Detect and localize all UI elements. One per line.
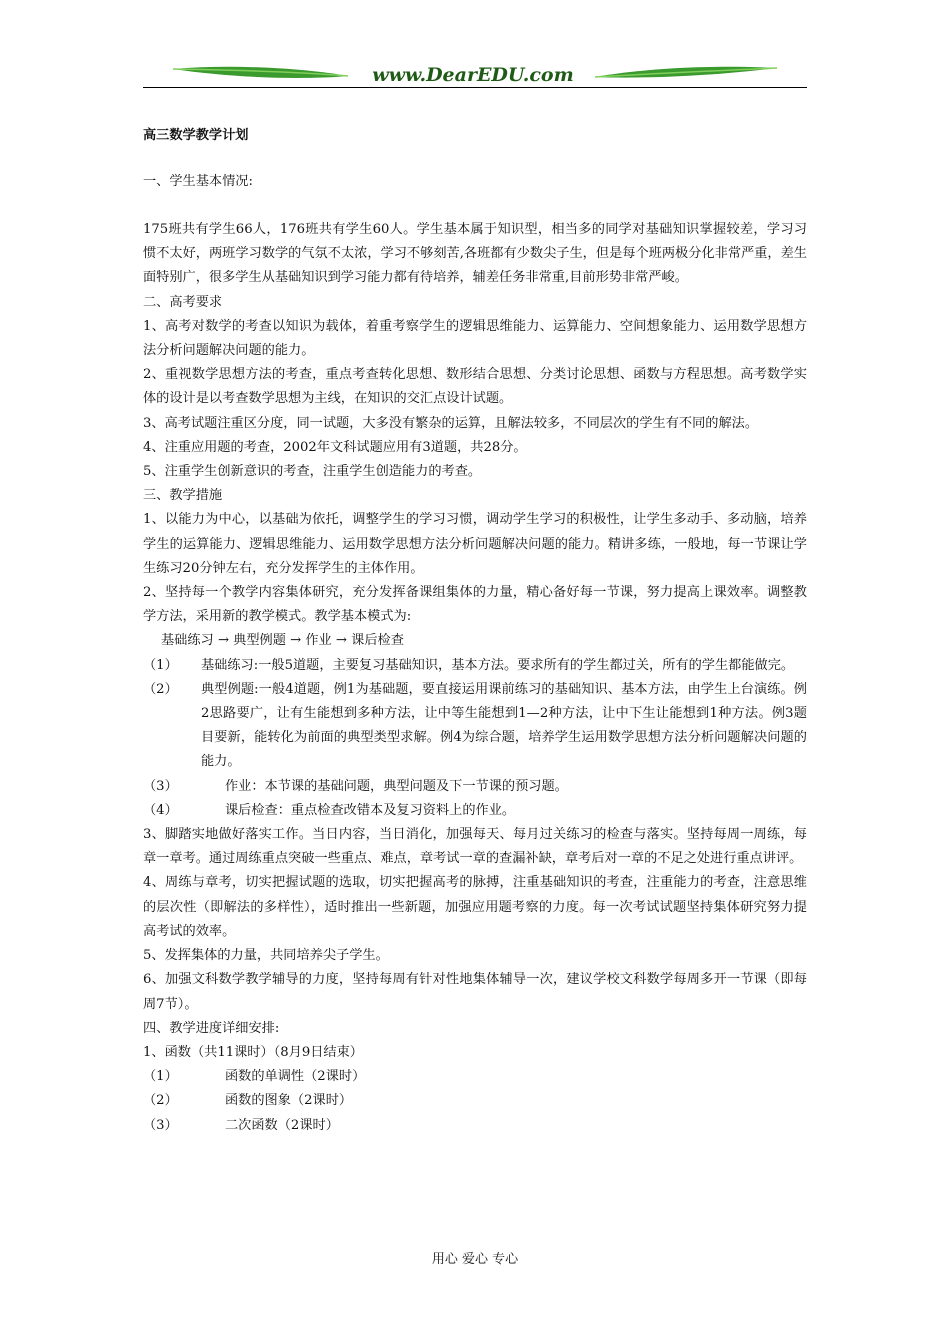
teaching-model-flow: 基础练习 → 典型例题 → 作业 → 课后检查 (161, 633, 404, 649)
section-heading-1: 一、学生基本情况: (143, 174, 253, 189)
step-number: （3） (143, 778, 178, 794)
teaching-measure-4: 4、周练与章考，切实把握试题的选取，切实把握高考的脉搏，注重基础知识的考查，注重能力的考查，注意思维的层次性（即解法的多样性），适时推出一些新题，加强应用题考察的力度。每一次考试试题坚持集体研究努力提高考试的效率。 (143, 875, 807, 939)
subitem-number: （2） (143, 1093, 178, 1109)
step-number: （2） (143, 681, 178, 697)
exam-requirement-3: 3、高考试题注重区分度，同一试题，大多没有繁杂的运算，且解法较多，不同层次的学生有不同的解法。 (143, 415, 759, 431)
model-step-1 (143, 654, 807, 678)
step-text: 作业：本节课的基础问题，典型问题及下一节课的预习题。 (225, 778, 568, 794)
schedule-subitem-3 (143, 1114, 807, 1138)
site-logo-text: www.DearEDU.com (372, 64, 574, 86)
teaching-measure-2: 2、坚持每一个教学内容集体研究，充分发挥备课组集体的力量，精心备好每一节课，努力提高上课效率。调整教学方法，采用新的教学模式。教学基本模式为: (143, 585, 807, 625)
section-heading-4: 四、教学进度详细安排: (143, 1020, 280, 1036)
section-heading-2: 二、高考要求 (143, 294, 223, 310)
step-number: （4） (143, 802, 178, 818)
page-header (143, 58, 807, 90)
subitem-text: 二次函数（2课时） (225, 1117, 339, 1133)
step-text: 基础练习:一般5道题，主要复习基础知识，基本方法。要求所有的学生都过关，所有的学生都能做完。 (201, 657, 795, 673)
teaching-measure-1: 1、以能力为中心，以基础为依托，调整学生的学习习惯，调动学生学习的积极性，让学生多动手、多动脑，培养学生的运算能力、逻辑思维能力、运用数学思想方法分析问题解决问题的能力。精讲多练，一般地，每一节课让学生练习20分钟左右，充分发挥学生的主体作用。 (143, 512, 807, 576)
step-text: 典型例题:一般4道题，例1为基础题，要直接运用课前练习的基础知识、基本方法，由学生上台演练。例2思路要广，让有生能想到多种方法，让中等生能想到1—2种方法，让中下生让能想到1种方法。例3题目要新，能转化为前面的典型类型求解。例4为综合题，培养学生运用数学思想方法分析问题解决问题的能力。 (201, 681, 807, 770)
doc-title: 高三数学教学计划 (143, 128, 249, 143)
header-banner (143, 58, 807, 90)
subitem-number: （1） (143, 1069, 178, 1085)
page-footer: 用心 爱心 专心 (431, 1252, 519, 1267)
model-step-3 (143, 775, 807, 799)
exam-requirement-5: 5、注重学生创新意识的考查，注重学生创造能力的考查。 (143, 464, 482, 480)
section-heading-3: 三、教学措施 (143, 488, 223, 504)
model-step-2 (143, 678, 807, 775)
left-swoosh (173, 67, 348, 78)
subitem-text: 函数的单调性（2课时） (225, 1069, 366, 1085)
teaching-measure-5: 5、发挥集体的力量，共同培养尖子学生。 (143, 948, 389, 964)
subitem-number: （3） (143, 1117, 178, 1133)
schedule-subitem-2 (143, 1089, 807, 1113)
teaching-measure-6: 6、加强文科数学教学辅导的力度，坚持每周有针对性地集体辅导一次，建议学校文科数学每周多开一节课（即每周7节）。 (143, 972, 807, 1012)
schedule-item-1: 1、函数（共11课时）（8月9日结束） (143, 1044, 363, 1060)
model-step-4 (143, 799, 807, 823)
document-body (143, 112, 807, 1138)
subitem-text: 函数的图象（2课时） (225, 1093, 353, 1109)
schedule-subitem-1 (143, 1065, 807, 1089)
exam-requirement-4: 4、注重应用题的考查，2002年文科试题应用有3道题，共28分。 (143, 439, 527, 455)
exam-requirement-1: 1、高考对数学的考查以知识为载体，着重考察学生的逻辑思维能力、运算能力、空间想象能力、运用数学思想方法分析问题解决问题的能力。 (143, 318, 807, 359)
step-text: 课后检查：重点检查改错本及复习资料上的作业。 (225, 802, 516, 818)
exam-requirement-2: 2、重视数学思想方法的考查，重点考查转化思想、数形结合思想、分类讨论思想、函数与方程思想。高考数学实体的设计是以考查数学思想为主线，在知识的交汇点设计试题。 (143, 367, 807, 407)
teaching-measure-3: 3、脚踏实地做好落实工作。当日内容，当日消化，加强每天、每月过关练习的检查与落实。坚持每周一周练，每章一章考。通过周练重点突破一些重点、难点，章考试一章的查漏补缺，章考后对一章的不足之处进行重点讲评。 (143, 827, 807, 867)
student-situation-paragraph: 175班共有学生66人，176班共有学生60人。学生基本属于知识型，相当多的同学对基础知识掌握较差，学习习惯不太好，两班学习数学的气氛不太浓，学习不够刻苦,各班都有少数尖子生，但是每个班两极分化非常严重，差生面特别广，很多学生从基础知识到学习能力都有待培养，辅差任务非常重,目前形势非常严峻。 (143, 222, 807, 286)
step-number: （1） (143, 657, 178, 673)
